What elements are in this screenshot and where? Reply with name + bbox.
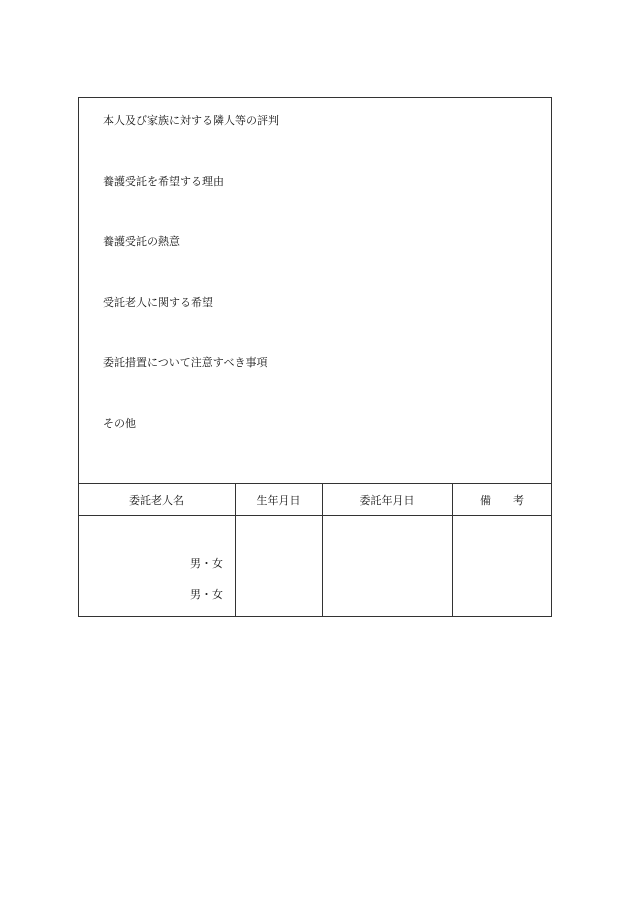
section-reason-label: 養護受託を希望する理由 [103,175,224,188]
remarks-column-header: 備 考 [480,493,524,507]
table-header-divider [78,515,552,516]
entrusted-elderly-table [78,483,552,617]
section-notes-label: 委託措置について注意すべき事項 [103,356,268,369]
sex-option-1: 男・女 [190,557,223,570]
entrust-date-column-header: 委託年月日 [359,493,415,507]
section-preference-label: 受託老人に関する希望 [103,296,213,309]
section-neighbor-reputation-label: 本人及び家族に対する隣人等の評判 [103,114,279,127]
section-other-label: その他 [103,417,136,430]
name-column-header: 委託老人名 [129,493,184,507]
birthdate-column-header: 生年月日 [256,493,301,507]
section-enthusiasm-label: 養護受託の熱意 [103,235,180,248]
sex-option-2: 男・女 [190,588,223,601]
placement-form [78,97,552,617]
